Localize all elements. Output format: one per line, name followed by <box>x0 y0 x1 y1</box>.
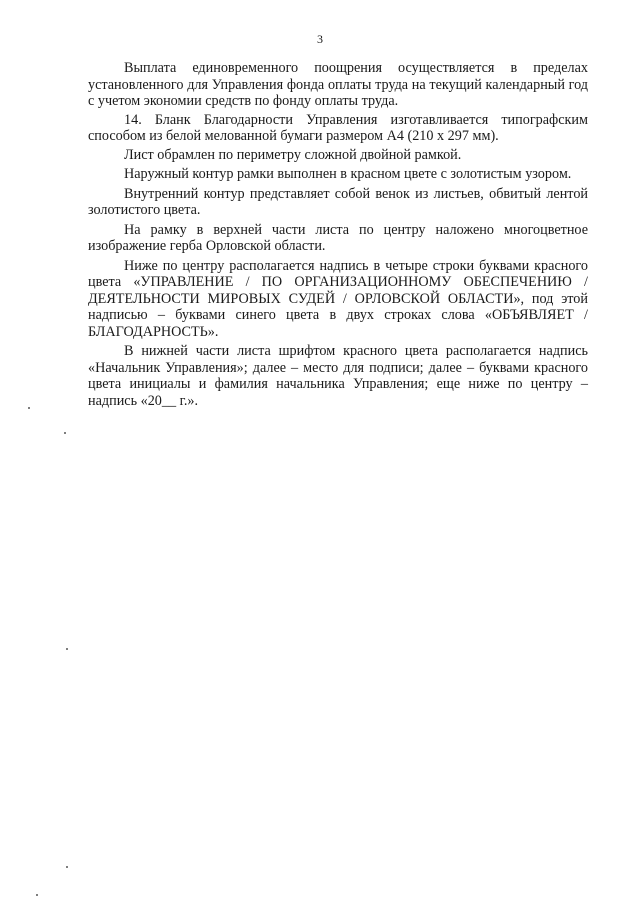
paragraph-outer-contour: Наружный контур рамки выполнен в красном цвете с золотистым узором. <box>124 166 572 182</box>
scan-speck <box>66 648 68 650</box>
page-number: 3 <box>317 32 323 46</box>
scan-speck <box>64 432 66 434</box>
paragraph-bonus-payment: Выплата единовременного поощрения осуществляется в пределах установленного для Управления фонда оплаты труда на текущий календарный год с учетом экономии средств по фонду оплаты труда. <box>88 60 588 109</box>
paragraph-red-inscription: Ниже по центру располагается надпись в четыре строки буквами красного цвета «УПРАВЛЕНИЕ / ПО ОРГАНИЗАЦИОННОМУ ОБЕСПЕЧЕНИЮ / ДЕЯТЕЛЬНОСТИ МИРОВЫХ СУДЕЙ / ОРЛОВСКОЙ ОБЛАСТИ», под этой надписью – буквами синего цвета в двух строках слова «ОБЪЯВЛЯЕТ / БЛАГОДАРНОСТЬ». <box>88 257 588 340</box>
paragraph-frame: Лист обрамлен по периметру сложной двойной рамкой. <box>124 146 462 163</box>
scan-speck <box>66 866 68 868</box>
paragraph-coat-of-arms: На рамку в верхней части листа по центру наложено многоцветное изображение герба Орловской области. <box>88 221 588 254</box>
scan-speck <box>36 894 38 896</box>
scan-speck <box>28 407 30 409</box>
document-body <box>88 60 588 412</box>
paragraph-form-production: 14. Бланк Благодарности Управления изготавливается типографским способом из белой мелованной бумаги размером А4 (210 x 297 мм). <box>88 111 588 144</box>
paragraph-bottom-inscription: В нижней части листа шрифтом красного цвета располагается надпись «Начальник Управления»; далее – место для подписи; далее – буквами красного цвета инициалы и фамилия начальника Управления; еще ниже по центру – надпись «20__ г.». <box>88 343 588 409</box>
paragraph-inner-contour: Внутренний контур представляет собой венок из листьев, обвитый лентой золотистого цвета. <box>88 185 588 218</box>
